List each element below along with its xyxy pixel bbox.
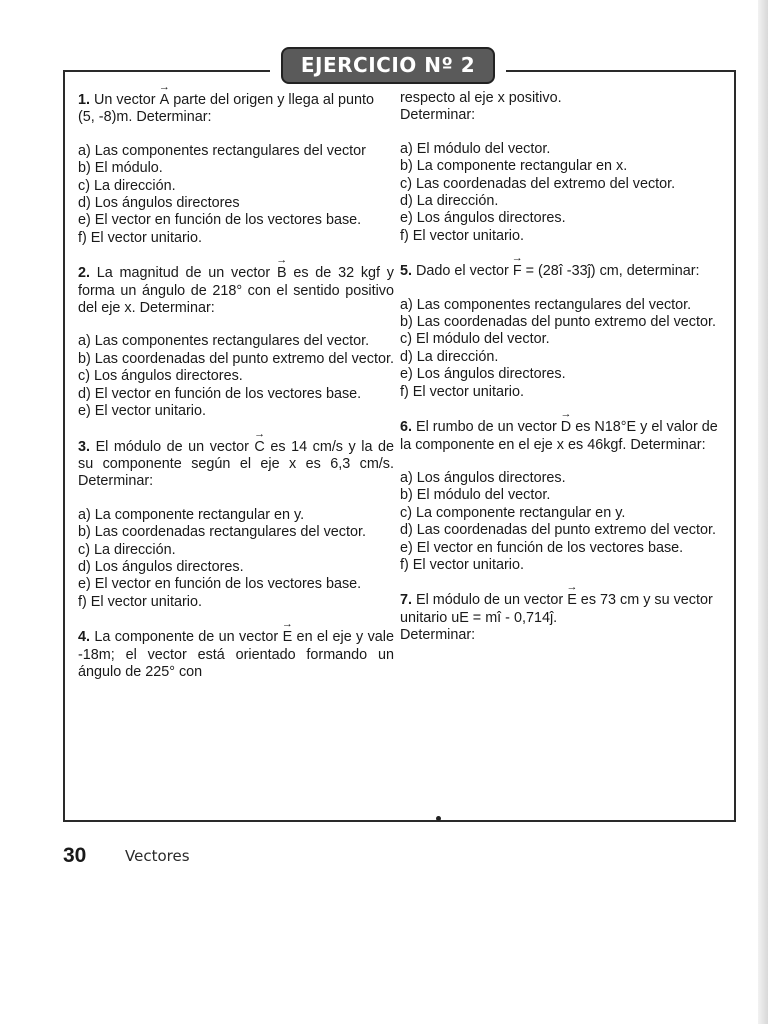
list-item: d) La dirección. (400, 348, 499, 365)
problem-statement (78, 439, 394, 491)
list-item: a) Los ángulos directores. (400, 469, 566, 486)
list-item: a) Las componentes rectangulares del vector (78, 142, 366, 159)
list-item: b) Las coordenadas del punto extremo del vector. (78, 350, 394, 367)
statement-lead: El módulo de un vector (95, 438, 255, 455)
problem-statement (400, 263, 718, 280)
statement-continuation: respecto al eje x positivo. (400, 90, 562, 106)
list-item: a) La componente rectangular en y. (78, 506, 305, 523)
bullet-dot (436, 816, 441, 821)
list-item: a) El módulo del vector. (400, 140, 551, 157)
list-item: d) El vector en función de los vectores base. (78, 385, 362, 402)
list-item: d) La dirección. (400, 193, 499, 210)
problem-1 (78, 92, 394, 247)
page-edge-shadow (758, 0, 768, 1024)
list-item: f) El vector unitario. (400, 556, 524, 573)
list-item: c) La componente rectangular en y. (400, 504, 626, 521)
list-item: b) Las coordenadas rectangulares del vector. (78, 524, 366, 541)
list-item: e) El vector en función de los vectores base. (78, 212, 362, 229)
problem-number: 5. (400, 263, 413, 280)
section-label: Vectores (125, 847, 190, 865)
list-item: a) Las componentes rectangulares del vector. (78, 333, 370, 350)
statement-lead: La magnitud de un vector (96, 265, 277, 282)
list-item: e) El vector unitario. (78, 403, 206, 420)
problem-statement (78, 629, 394, 681)
list-item: c) El módulo del vector. (400, 331, 550, 348)
list-item: f) El vector unitario. (400, 227, 524, 244)
list-item: e) Los ángulos directores. (400, 210, 566, 227)
left-column (78, 92, 394, 681)
vector-symbol: → A (160, 92, 170, 109)
list-item: d) Los ángulos directores (78, 195, 240, 212)
statement-lead: Dado el vector (416, 263, 513, 280)
problem-number: 7. (400, 592, 413, 609)
vector-symbol: → F (513, 263, 522, 280)
problem-6 (400, 419, 718, 574)
list-item: d) Los ángulos directores. (78, 558, 244, 575)
problem-5 (400, 263, 718, 401)
statement-lead: La componente de un vector (94, 629, 283, 646)
statement-tail: es N18°E y el valor de la componente en el eje x es 46kgf. Determinar: (400, 419, 718, 453)
problem-4-continued (400, 90, 718, 245)
problem-4 (78, 629, 394, 681)
statement-tail: es 14 cm/s y la de su componente según el eje x es 6,3 cm/s. Determinar: (78, 438, 395, 490)
problem-number: 1. (78, 92, 91, 108)
list-item: f) El vector unitario. (78, 229, 202, 246)
problem-number: 4. (78, 629, 91, 646)
statement-tail: en el eje y vale -18m; el vector está orientado formando un ángulo de 225° con (78, 629, 395, 680)
problem-statement (400, 592, 718, 627)
list-item: b) Las coordenadas del punto extremo del vector. (400, 314, 716, 331)
statement-lead: El módulo de un vector (416, 592, 568, 609)
list-item: a) Las componentes rectangulares del vector. (400, 296, 692, 313)
determinar-label: Determinar: (400, 627, 476, 644)
list-item: c) La dirección. (78, 177, 176, 194)
statement-tail: parte del origen y llega al punto (5, -8)m. Determinar: (78, 92, 375, 126)
list-item: c) Las coordenadas del extremo del vector. (400, 175, 676, 192)
list-item: c) La dirección. (78, 541, 176, 558)
list-item: c) Los ángulos directores. (78, 368, 243, 385)
vector-symbol: → D (561, 419, 571, 436)
problem-statement (78, 265, 394, 317)
list-item: f) El vector unitario. (78, 593, 202, 610)
vector-symbol: → B (277, 265, 287, 282)
right-column (400, 90, 718, 645)
problem-statement (400, 419, 718, 454)
problem-number: 3. (78, 438, 91, 455)
exercise-title: EJERCICIO Nº 2 (281, 47, 495, 84)
statement-tail: es 73 cm y su vector unitario uE = mî - 0,714ĵ. (400, 592, 713, 626)
vector-symbol: → C (254, 439, 264, 456)
list-item: d) Las coordenadas del punto extremo del vector. (400, 522, 716, 539)
vector-symbol: → E (283, 629, 293, 646)
list-item: b) El módulo. (78, 160, 163, 177)
determinar-label: Determinar: (400, 107, 476, 124)
list-item: e) El vector en función de los vectores base. (78, 576, 362, 593)
statement-lead: Un vector (94, 92, 160, 108)
list-item: b) El módulo del vector. (400, 487, 551, 504)
list-item: b) La componente rectangular en x. (400, 158, 628, 175)
vector-symbol: → E (567, 592, 577, 609)
list-item: f) El vector unitario. (400, 383, 524, 400)
problem-statement (78, 92, 394, 127)
problem-3 (78, 439, 394, 612)
statement-lead: El rumbo de un vector (416, 419, 561, 436)
list-item: e) El vector en función de los vectores base. (400, 539, 684, 556)
problem-number: 6. (400, 419, 413, 436)
page-number: 30 (63, 844, 87, 867)
problem-number: 2. (78, 265, 91, 282)
statement-tail: es de 32 kgf y forma un ángulo de 218° con el sentido positivo del eje x. Determinar: (78, 265, 394, 317)
problem-7 (400, 592, 718, 644)
problem-2 (78, 265, 394, 420)
statement-tail: = (28î -33ĵ) cm, determinar: (521, 263, 700, 280)
list-item: e) Los ángulos directores. (400, 366, 566, 383)
